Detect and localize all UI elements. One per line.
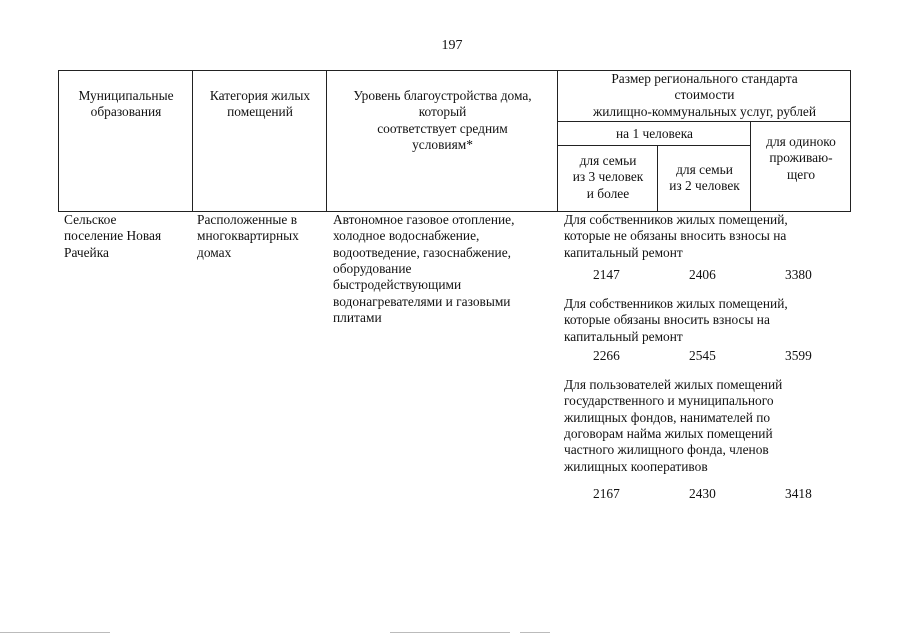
row-category-line: многоквартирных [197,228,299,244]
scan-artifact [390,632,510,633]
group-3-family-3-value: 2167 [593,486,620,501]
group-2-description-line: Для собственников жилых помещений, [564,296,788,311]
scan-artifact [0,632,110,633]
header-family-3-line: и более [586,185,630,201]
page-number: 197 [441,38,463,53]
row-municipality-line: Рачейка [64,244,109,260]
row-municipality [64,212,192,261]
header-amenities-line: соответствует средним [377,120,508,136]
group-2-description-line: капитальный ремонт [564,328,683,344]
col-divider-3 [557,70,558,211]
col-divider-1 [192,70,193,211]
header-municipality: Муниципальные образования [78,88,174,120]
header-family-3-line: для семьи [579,153,637,168]
row-category [197,212,326,261]
row-amenities-line: Автономное газовое отопление, [333,212,515,227]
group-3-single-value: 3418 [785,486,812,501]
table-left-border [58,70,59,211]
group-3-description [564,377,854,475]
header-family-2-line: из 2 человек [669,178,740,194]
group-1-single-value: 3380 [785,267,812,282]
group-2-description-line: которые обязаны вносить взносы на [564,312,770,328]
group-subheader-border [557,121,851,122]
row-municipality-line: Сельское [64,212,117,227]
group-3-description-line: государственного и муниципального [564,393,774,409]
group-1-description [564,212,854,261]
header-family-2-line: для семьи [676,162,733,177]
col-divider-4 [657,145,658,211]
header-single-line: щего [786,166,816,182]
col-divider-5 [750,121,751,211]
table-right-border [850,70,851,211]
group-3-description-line: жилищных фондов, нанимателей по [564,409,771,425]
header-per-person: на 1 человека [616,126,693,141]
header-single [752,134,850,183]
header-amenities-line: который [418,104,467,120]
row-category-line: домах [197,244,232,260]
row-municipality-line: поселение Новая [64,228,162,244]
group-3-description-line: договорам найма жилых помещений [564,426,773,442]
row-amenities-line: водоотведение, газоснабжение, [333,244,512,260]
scan-artifact [520,632,550,633]
row-amenities-line: оборудование [333,261,412,277]
group-2-family-3-value: 2266 [593,348,620,363]
group-1-description-line: капитальный ремонт [564,244,683,260]
group-2-single-value: 3599 [785,348,812,363]
header-amenities [328,88,557,153]
header-group-line: Размер регионального стандарта [611,71,798,86]
row-amenities-line: водонагревателями и газовыми [333,293,511,309]
group-3-description-line: частного жилищного фонда, членов [564,442,769,458]
group-3-family-2-value: 2430 [689,486,716,501]
header-family-3-line: из 3 человек [572,169,644,185]
row-category-line: Расположенные в [197,212,298,227]
header-group-line: жилищно-коммунальных услуг, рублей [592,103,817,119]
group-2-description [564,296,854,345]
group-1-family-2-value: 2406 [689,267,716,282]
row-amenities-line: быстродействующими [333,277,462,293]
header-category: Категория жилых помещений [209,88,311,120]
header-group-line: стоимости [674,87,735,103]
header-standard-group [559,71,850,120]
group-1-description-line: Для собственников жилых помещений, [564,212,788,227]
header-family-3 [559,153,657,202]
header-single-line: проживаю- [769,150,833,166]
col-divider-2 [326,70,327,211]
row-amenities-line: плитами [333,310,382,326]
header-amenities-line: Уровень благоустройства дома, [353,88,532,103]
group-1-description-line: которые не обязаны вносить взносы на [564,228,787,244]
row-amenities-line: холодное водоснабжение, [333,228,480,244]
header-amenities-line: условиям* [412,137,473,153]
group-3-description-line: жилищных кооперативов [564,458,708,474]
group-2-family-2-value: 2545 [689,348,716,363]
group-1-family-3-value: 2147 [593,267,620,282]
header-family-2 [659,162,750,195]
per-person-border [557,145,750,146]
header-single-line: для одиноко [766,134,836,149]
row-amenities [333,212,557,326]
group-3-description-line: Для пользователей жилых помещений [564,377,783,392]
